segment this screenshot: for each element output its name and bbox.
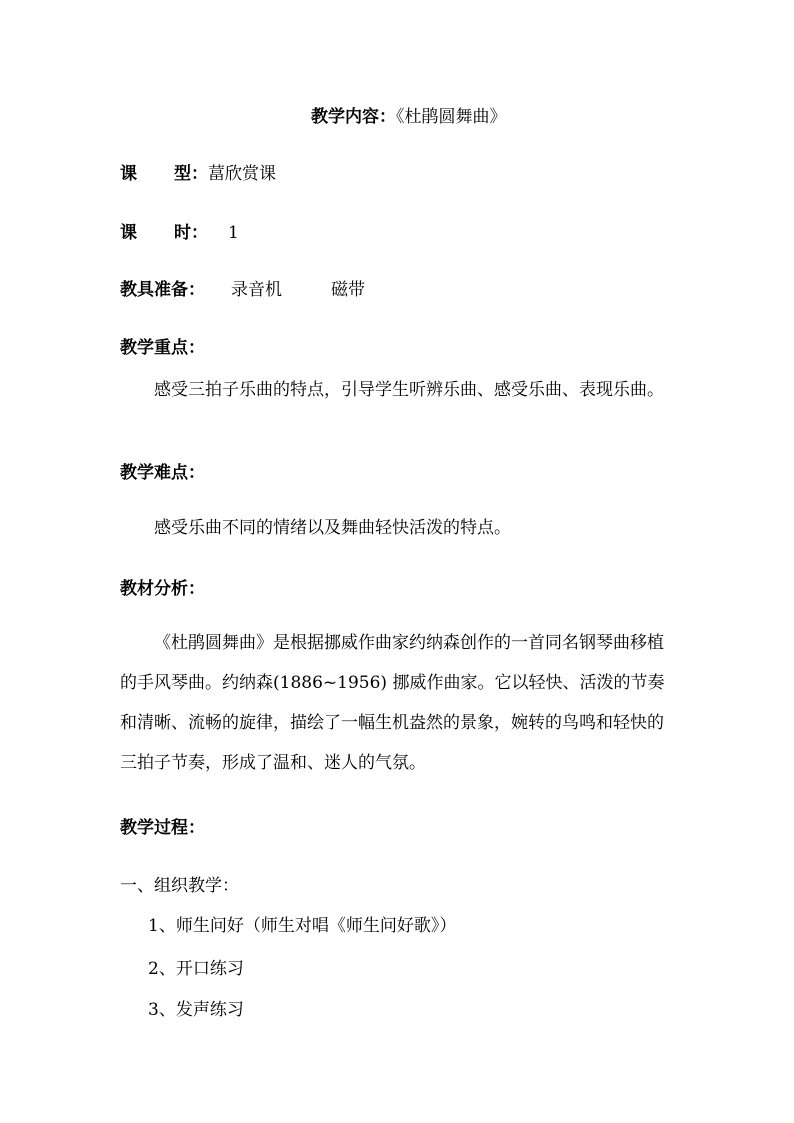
course-type-value: 葍欣赏课	[208, 164, 276, 184]
key-points-heading: 教学重点：	[120, 338, 205, 358]
analysis-heading: 教材分析：	[120, 579, 205, 599]
difficulties-text: 感受乐曲不同的情绪以及舞曲轻快活泼的特点。	[154, 518, 511, 538]
course-hours-label-a: 课	[120, 223, 137, 243]
process-heading: 教学过程：	[120, 818, 205, 838]
course-type-label-b: 型：	[174, 164, 208, 184]
tools-label: 教具准备：	[120, 280, 205, 300]
process-step-1: 1、师生问好（师生对唱《师生问好歌》）	[148, 916, 457, 936]
process-step-3: 3、发声练习	[148, 1000, 244, 1020]
tool-item-tape: 磁带	[331, 280, 365, 300]
course-type-label-a: 课	[120, 164, 137, 184]
tools-row	[120, 278, 365, 302]
course-hours-label-b: 时：	[174, 223, 208, 243]
course-hours-row	[120, 221, 239, 245]
key-points-text: 感受三拍子乐曲的特点，引导学生听辨乐曲、感受乐曲、表现乐曲。	[154, 380, 664, 400]
course-hours-value: 1	[228, 223, 239, 243]
analysis-text: 《杜鹃圆舞曲》是根据挪威作曲家约纳森创作的一首同名钢琴曲移植的手风琴曲。约纳森(1886~1956) 挪威作曲家。它以轻快、活泼的节奏和清晰、流畅的旋律，描绘了一幅生机盎然的景象，婉转的鸟鸣和轻快的三拍子节奏，形成了温和、迷人的气氛。	[120, 633, 665, 773]
lesson-title-value: 《杜鹃圆舞曲》	[396, 107, 507, 127]
course-type-row	[120, 162, 276, 186]
tool-item-recorder: 录音机	[231, 280, 282, 300]
difficulties-heading: 教学难点：	[120, 463, 205, 483]
process-section-1: 一、组织教学：	[120, 876, 239, 896]
lesson-title	[311, 105, 507, 129]
lesson-title-label: 教学内容：	[311, 107, 396, 127]
process-step-2: 2、开口练习	[148, 959, 244, 979]
